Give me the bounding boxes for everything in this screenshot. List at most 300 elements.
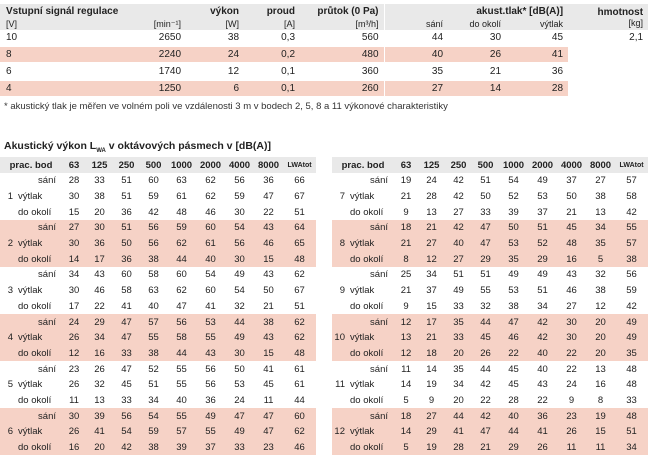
cell-8000: 23	[254, 440, 283, 456]
cell-8000: 22	[263, 206, 274, 218]
cell-lwatot: 58	[626, 191, 637, 203]
cell-rpm: 2240	[92, 47, 186, 62]
unit-vytlak: výtlak	[506, 18, 568, 30]
cell-125: 22	[94, 300, 105, 312]
cell-500: 55	[480, 285, 491, 297]
cell-1000: 29	[499, 440, 528, 456]
cell-63: 5	[403, 394, 409, 406]
unit-power: [W]	[186, 18, 244, 30]
cell-4000: 49	[225, 424, 254, 440]
cell-vytlak: 41	[506, 47, 568, 62]
cell-125: 32	[94, 379, 105, 391]
cell-8000: 43	[263, 269, 274, 281]
cell-250: 51	[113, 220, 140, 236]
cell-signal: 10	[6, 32, 18, 43]
cell-okoli: 26	[448, 47, 506, 62]
section-title-sub: WA	[96, 148, 106, 155]
point-number: 3	[7, 285, 13, 297]
cell-1000: 62	[167, 236, 196, 252]
cell-4000: 56	[234, 175, 245, 187]
cell-2000: 26	[528, 440, 557, 456]
cell-4000: 54	[234, 285, 245, 297]
cell-63: 8	[394, 251, 418, 267]
cell-2000: 55	[196, 424, 225, 440]
cell-63: 9	[403, 206, 409, 218]
cell-4000: 43	[566, 269, 577, 281]
cell-rpm: 1740	[158, 66, 182, 77]
section-title-pre: Akustický výkon L	[4, 140, 97, 152]
cell-current: 0,2	[244, 47, 300, 62]
cell-2000: 34	[537, 300, 548, 312]
cell-250: 41	[445, 424, 472, 440]
cell-lwatot: 42	[626, 300, 637, 312]
cell-8000: 34	[586, 220, 615, 236]
cell-250: 42	[453, 191, 464, 203]
header-signal: Vstupní signál regulace	[0, 4, 186, 18]
cell-flow: 560	[300, 30, 384, 45]
cell-lwatot: 51	[294, 300, 305, 312]
cell-1000: 39	[167, 440, 196, 456]
cell-power: 12	[227, 66, 240, 77]
cell-8000: 47	[263, 191, 274, 203]
cell-1000: 45	[508, 363, 519, 375]
cell-8000: 16	[595, 379, 606, 391]
cell-lwatot: 33	[626, 394, 637, 406]
cell-125: 19	[426, 379, 437, 391]
cell-1000: 39	[508, 206, 519, 218]
header-current: proud	[244, 4, 300, 18]
cell-1000: 59	[167, 220, 196, 236]
cell-1000: 50	[499, 220, 528, 236]
cell-8000: 15	[254, 251, 283, 267]
header-freq-500: 500	[472, 157, 499, 173]
acoustic-row	[332, 346, 648, 362]
cell-power: 24	[186, 47, 244, 62]
mode-label: výtlak	[348, 424, 394, 440]
cell-1000: 44	[167, 346, 196, 362]
cell-4000: 30	[225, 251, 254, 267]
point-number	[0, 314, 16, 330]
cell-lwatot: 61	[294, 379, 305, 391]
cell-63: 14	[400, 379, 412, 391]
cell-1000: 55	[167, 408, 196, 424]
point-number	[0, 346, 16, 362]
cell-63: 11	[401, 363, 411, 375]
acoustic-row	[0, 251, 316, 267]
fan-spec-table	[0, 4, 648, 96]
point-number	[332, 346, 348, 362]
cell-flow: 480	[300, 47, 384, 62]
header-freq-4000: 4000	[557, 157, 586, 173]
cell-okoli: 21	[489, 66, 502, 77]
header-sound-pressure: akust.tlak* [dB(A)]	[384, 4, 568, 18]
cell-8000: 20	[586, 330, 615, 346]
cell-8000: 12	[595, 300, 606, 312]
cell-63: 21	[400, 285, 412, 297]
cell-4000: 56	[225, 236, 254, 252]
cell-4000: 22	[557, 346, 586, 362]
cell-8000: 38	[254, 314, 283, 330]
cell-500: 52	[148, 363, 159, 375]
cell-125: 34	[426, 269, 437, 281]
cell-250: 28	[445, 440, 472, 456]
cell-2000: 60	[205, 285, 216, 297]
acoustic-row	[0, 236, 316, 252]
cell-63: 26	[62, 424, 86, 440]
cell-4000: 27	[566, 300, 577, 312]
cell-125: 17	[418, 314, 445, 330]
cell-63: 18	[394, 408, 418, 424]
cell-8000: 11	[263, 394, 274, 406]
cell-lwatot: 67	[294, 285, 305, 297]
point-number	[0, 408, 16, 424]
cell-63: 12	[394, 346, 418, 362]
unit-rpm: [min⁻¹]	[92, 18, 186, 30]
mode-label: výtlak	[16, 424, 62, 440]
cell-lwatot: 56	[626, 269, 637, 281]
cell-125: 37	[426, 285, 437, 297]
acoustic-row	[332, 408, 648, 424]
point-number	[332, 204, 348, 220]
cell-250: 45	[121, 379, 132, 391]
cell-125: 34	[86, 330, 113, 346]
cell-125: 39	[86, 408, 113, 424]
cell-125: 18	[418, 346, 445, 362]
unit-current: [A]	[244, 18, 300, 30]
mode-label: sání	[16, 408, 62, 424]
header-freq-125: 125	[86, 157, 113, 173]
cell-500: 45	[472, 330, 499, 346]
cell-250: 51	[121, 175, 132, 187]
cell-4000: 30	[557, 330, 586, 346]
cell-125: 29	[86, 314, 113, 330]
cell-63: 27	[62, 220, 86, 236]
cell-63: 12	[394, 314, 418, 330]
point-number: 6	[0, 424, 16, 440]
cell-lwatot: 48	[283, 346, 316, 362]
acoustic-row	[0, 204, 316, 220]
cell-1000: 55	[176, 363, 187, 375]
cell-2000: 53	[537, 191, 548, 203]
mode-label: do okolí	[16, 440, 62, 456]
cell-500: 51	[480, 269, 491, 281]
cell-weight: 2,1	[629, 32, 644, 43]
cell-vytlak: 45	[551, 32, 564, 43]
point-number: 7	[339, 191, 345, 203]
cell-500: 59	[140, 424, 167, 440]
cell-rpm: 2650	[158, 32, 182, 43]
cell-250: 33	[113, 346, 140, 362]
cell-250: 20	[453, 394, 464, 406]
cell-125: 33	[94, 175, 105, 187]
point-number	[0, 220, 16, 236]
cell-lwatot: 46	[283, 440, 316, 456]
cell-500: 55	[140, 330, 167, 346]
acoustic-row	[0, 283, 316, 299]
cell-8000: 45	[263, 379, 274, 391]
spec-row	[0, 64, 648, 79]
mode-label: sání	[348, 220, 394, 236]
cell-1000: 40	[499, 408, 528, 424]
point-number: 11	[335, 379, 345, 391]
cell-63: 26	[62, 330, 86, 346]
point-number: 12	[332, 424, 348, 440]
cell-250: 56	[113, 408, 140, 424]
header-flow: průtok (0 Pa)	[300, 4, 384, 18]
cell-63: 11	[69, 394, 79, 406]
cell-8000: 13	[595, 206, 606, 218]
cell-125: 15	[426, 300, 437, 312]
cell-125: 9	[428, 394, 435, 406]
cell-500: 42	[148, 206, 159, 218]
cell-250: 27	[445, 251, 472, 267]
footnote: * akustický tlak je měřen ve volném poli ve vzdálenosti 3 m v bodech 2, 5, 8 a 11 výkonové charakteristiky	[4, 101, 448, 112]
point-number	[332, 440, 348, 456]
cell-500: 42	[472, 408, 499, 424]
cell-500: 47	[472, 220, 499, 236]
acoustic-row	[332, 393, 648, 409]
cell-250: 33	[453, 300, 464, 312]
cell-8000: 50	[263, 285, 274, 297]
cell-250: 60	[121, 269, 132, 281]
cell-signal: 8	[0, 47, 92, 62]
acoustic-row	[332, 424, 648, 440]
mode-label: sání	[370, 363, 389, 375]
cell-63: 21	[400, 191, 412, 203]
cell-lwatot: 38	[615, 251, 648, 267]
cell-flow: 260	[300, 81, 384, 96]
cell-lwatot: 62	[294, 269, 305, 281]
acoustic-row	[332, 204, 648, 220]
acoustic-row	[332, 220, 648, 236]
cell-2000: 41	[205, 300, 216, 312]
point-number	[332, 251, 348, 267]
mode-label: sání	[370, 175, 389, 187]
cell-8000: 8	[597, 394, 604, 406]
cell-1000: 62	[176, 285, 187, 297]
cell-2000: 36	[205, 394, 216, 406]
cell-125: 13	[426, 206, 437, 218]
cell-power: 6	[186, 81, 244, 96]
cell-250: 36	[113, 251, 140, 267]
point-number	[332, 299, 348, 315]
point-number	[0, 267, 16, 283]
mode-label: výtlak	[350, 191, 375, 203]
cell-2000: 40	[537, 363, 548, 375]
cell-63: 5	[394, 440, 418, 456]
cell-250: 54	[113, 424, 140, 440]
cell-lwatot: 51	[294, 206, 305, 218]
acoustic-row	[332, 251, 648, 267]
cell-8000: 20	[586, 346, 615, 362]
cell-lwatot: 51	[615, 424, 648, 440]
cell-2000: 51	[537, 285, 548, 297]
cell-current: 0,3	[281, 32, 296, 43]
cell-250: 44	[445, 408, 472, 424]
cell-4000: 26	[557, 424, 586, 440]
header-freq-250: 250	[113, 157, 140, 173]
cell-4000: 50	[234, 363, 245, 375]
point-number: 4	[0, 330, 16, 346]
point-number: 9	[339, 285, 345, 297]
cell-8000: 15	[254, 346, 283, 362]
cell-8000: 41	[263, 363, 274, 375]
cell-4000: 48	[557, 236, 586, 252]
cell-lwatot: 62	[283, 424, 316, 440]
acoustic-row	[332, 299, 648, 315]
cell-125: 26	[94, 363, 105, 375]
mode-label: sání	[370, 269, 389, 281]
cell-1000: 56	[167, 314, 196, 330]
cell-63: 17	[68, 300, 80, 312]
header-freq-500: 500	[140, 157, 167, 173]
cell-2000: 36	[528, 408, 557, 424]
cell-8000: 46	[254, 236, 283, 252]
cell-250: 49	[453, 285, 464, 297]
cell-250: 47	[113, 330, 140, 346]
cell-250: 58	[121, 285, 132, 297]
acoustic-table-left	[0, 157, 316, 455]
cell-8000: 11	[586, 440, 615, 456]
cell-lwatot: 44	[294, 394, 305, 406]
cell-2000: 42	[528, 314, 557, 330]
cell-signal: 6	[6, 66, 12, 77]
cell-1000: 52	[508, 191, 519, 203]
spec-row	[0, 47, 648, 62]
cell-lwatot: 57	[626, 175, 637, 187]
cell-lwatot: 49	[615, 314, 648, 330]
cell-flow: 360	[300, 64, 384, 79]
cell-8000: 13	[595, 363, 606, 375]
mode-label: do okolí	[350, 206, 384, 218]
cell-sani: 27	[384, 81, 448, 96]
mode-label: výtlak	[348, 330, 394, 346]
cell-4000: 53	[234, 379, 245, 391]
acoustic-row	[0, 408, 316, 424]
cell-500: 26	[472, 346, 499, 362]
cell-4000: 46	[566, 285, 577, 297]
cell-1000: 47	[499, 314, 528, 330]
header-lwatot: LWAtot	[283, 157, 316, 173]
mode-label: do okolí	[16, 346, 62, 362]
unit-flow: [m³/h]	[300, 18, 384, 30]
cell-1000: 54	[508, 175, 519, 187]
cell-current: 0,1	[244, 81, 300, 96]
cell-lwatot: 67	[294, 191, 305, 203]
cell-vytlak: 36	[551, 66, 564, 77]
cell-63: 9	[403, 300, 409, 312]
cell-250: 27	[453, 206, 464, 218]
point-number	[0, 173, 16, 189]
cell-125: 17	[86, 251, 113, 267]
cell-500: 44	[472, 314, 499, 330]
cell-1000: 63	[176, 175, 187, 187]
mode-label: do okolí	[348, 346, 394, 362]
cell-250: 42	[445, 220, 472, 236]
cell-500: 33	[480, 206, 491, 218]
cell-4000: 16	[557, 251, 586, 267]
cell-125: 14	[426, 363, 437, 375]
cell-lwatot: 49	[615, 330, 648, 346]
acoustic-row	[332, 440, 648, 456]
cell-63: 14	[394, 424, 418, 440]
header-prac-bod: prac. bod	[332, 157, 394, 173]
header-freq-4000: 4000	[225, 157, 254, 173]
acoustic-row	[332, 330, 648, 346]
point-number: 1	[7, 191, 13, 203]
cell-250: 42	[113, 440, 140, 456]
header-freq-2000: 2000	[196, 157, 225, 173]
cell-4000: 49	[225, 330, 254, 346]
unit-signal: [V]	[0, 18, 92, 30]
mode-label: výtlak	[350, 379, 375, 391]
acoustic-row	[332, 377, 648, 393]
point-number	[332, 220, 348, 236]
cell-weight	[568, 81, 648, 96]
cell-1000: 48	[176, 206, 187, 218]
cell-2000: 52	[528, 236, 557, 252]
cell-500: 57	[140, 314, 167, 330]
cell-4000: 9	[568, 394, 575, 406]
cell-lwatot: 48	[626, 363, 637, 375]
cell-4000: 22	[566, 363, 577, 375]
cell-125: 41	[86, 424, 113, 440]
cell-1000: 45	[508, 379, 519, 391]
cell-4000: 21	[566, 206, 577, 218]
cell-lwatot: 57	[615, 236, 648, 252]
cell-8000: 32	[595, 269, 606, 281]
point-number: 8	[332, 236, 348, 252]
acoustic-row	[0, 330, 316, 346]
cell-8000: 5	[586, 251, 615, 267]
cell-250: 34	[453, 379, 464, 391]
section-title-post: v oktávových pásmech v [dB(A)]	[105, 140, 272, 152]
cell-250: 20	[445, 346, 472, 362]
cell-63: 30	[68, 191, 80, 203]
cell-2000: 56	[205, 363, 216, 375]
cell-vytlak: 28	[506, 81, 568, 96]
cell-lwatot: 66	[294, 175, 305, 187]
point-number	[332, 173, 348, 189]
weight-label: hmotnost	[597, 7, 644, 18]
cell-4000: 30	[557, 314, 586, 330]
header-power: výkon	[186, 4, 244, 18]
cell-4000: 30	[225, 346, 254, 362]
cell-125: 27	[418, 236, 445, 252]
mode-label: výtlak	[16, 330, 62, 346]
cell-2000: 43	[196, 346, 225, 362]
cell-125: 29	[418, 424, 445, 440]
mode-label: sání	[348, 408, 394, 424]
cell-125: 43	[94, 269, 105, 281]
cell-8000: 47	[254, 408, 283, 424]
header-freq-8000: 8000	[254, 157, 283, 173]
cell-8000: 27	[595, 175, 606, 187]
cell-1000: 53	[499, 236, 528, 252]
cell-63: 28	[68, 175, 80, 187]
point-number: 5	[7, 379, 13, 391]
cell-125: 30	[86, 220, 113, 236]
cell-500: 21	[472, 440, 499, 456]
header-freq-2000: 2000	[528, 157, 557, 173]
cell-1000: 44	[167, 251, 196, 267]
mode-label: sání	[16, 220, 62, 236]
cell-2000: 22	[537, 394, 548, 406]
cell-sani: 44	[431, 32, 444, 43]
cell-500: 59	[148, 191, 159, 203]
cell-250: 50	[113, 236, 140, 252]
header-freq-125: 125	[418, 157, 445, 173]
